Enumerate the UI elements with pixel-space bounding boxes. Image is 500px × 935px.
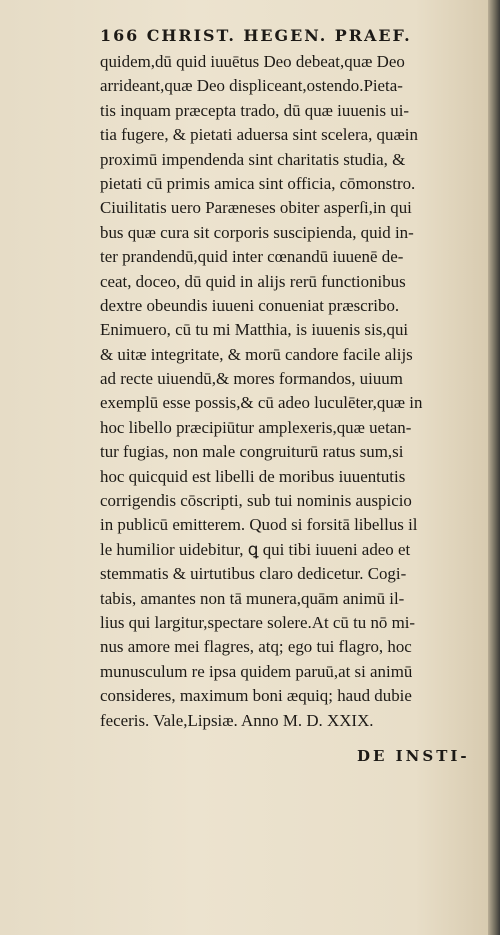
text-line: tia fugere, & pietati aduersa sint scelera, quæin [100, 125, 418, 145]
text-line: pietati cū primis amica sint officia, cōmonstro. [100, 173, 416, 193]
text-line: in publicū emitterem. Quod si forsitā libellus il [100, 515, 418, 535]
text-line: arrideant,quæ Deo displiceant,ostendo.Pieta- [100, 76, 403, 96]
text-line: feceris. Vale,Lipsiæ. Anno M. D. XXIX. [100, 710, 374, 730]
text-line: ter prandendū,quid inter cœnandū iuuenē de- [100, 247, 404, 267]
text-line: lius qui largitur,spectare solere.At cū tu nō mi- [100, 612, 416, 632]
text-block [100, 22, 480, 733]
text-line: quidem,dū quid iuuētus Deo debeat,quæ Deo [100, 52, 405, 71]
text-line: tabis, amantes non tā munera,quām animū il- [100, 588, 405, 608]
text-line: & uitæ integritate, & morū candore facile alijs [100, 344, 413, 364]
text-line: tis inquam præcepta trado, dū quæ iuuenis ui- [100, 100, 410, 120]
running-head: 166 CHRIST. HEGEN. PRAEF. [100, 26, 412, 45]
text-line: proximū impendenda sint charitatis studia, & [100, 149, 406, 169]
text-line: tur fugias, non male congruiturū ratus sum,si [100, 442, 404, 462]
text-line: corrigendis cōscripti, sub tui nominis auspicio [100, 491, 412, 511]
page-edge-shadow [488, 0, 500, 935]
text-line: dextre obeundis iuueni conueniat præscribo. [100, 295, 400, 315]
text-line: ceat, doceo, dū quid in alijs rerū functionibus [100, 271, 406, 291]
text-line: munusculum re ipsa quidem paruū,at si animū [100, 661, 413, 681]
text-line: nus amore mei flagres, atq; ego tui flagro, hoc [100, 637, 412, 657]
text-line: Ciuilitatis uero Paræneses obiter asperſi,in qui [100, 198, 412, 218]
text-line: ad recte uiuendū,& mores formandos, uiuum [100, 369, 403, 389]
text-line: exemplū esse possis,& cū adeo luculēter,quæ in [100, 393, 423, 413]
text-line: le humilior uidebitur, ꝗ qui tibi iuueni adeo et [100, 539, 411, 559]
catchword: DE INSTI- [357, 747, 470, 765]
text-line: hoc quicquid est libelli de moribus iuuentutis [100, 466, 406, 486]
text-line: consideres, maximum boni æquiq; haud dubie [100, 686, 412, 706]
text-line: Enimuero, cū tu mi Matthia, is iuuenis sis,qui [100, 320, 409, 340]
text-line: hoc libello præcipiūtur amplexeris,quæ uetan- [100, 417, 412, 437]
text-line: bus quæ cura sit corporis suscipienda, quid in- [100, 222, 414, 242]
text-line: stemmatis & uirtutibus claro dedicetur. Cogi- [100, 564, 407, 584]
